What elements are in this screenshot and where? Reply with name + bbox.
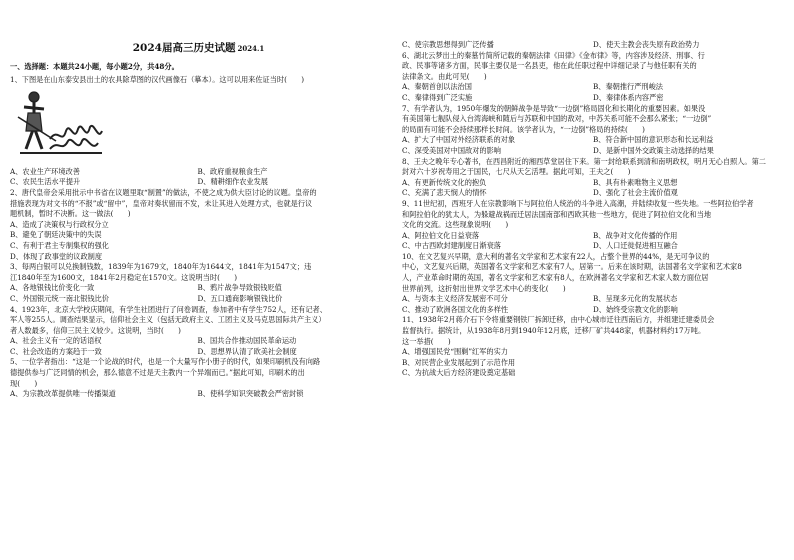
- q5-stem-line: 现( ): [10, 378, 38, 388]
- q10-option-b: B、呈现多元化的发展状态: [593, 294, 678, 304]
- q10-option-d: D、始终受宗教文化的影响: [593, 304, 678, 314]
- section-heading: 一、选择题：本题共24小题，每小题2分，共48分。: [10, 62, 179, 71]
- q6-stem-line: 6、湖北云梦出土的秦墓竹简所记载的秦朝法律《田律》《金布律》等，内容涉及经济、刑事、行: [402, 50, 705, 60]
- q1-option-b: B、政府重视粮食生产: [197, 166, 268, 176]
- q4-stem-line: 军人等255人。调查结果显示，信仰社会主义（包括无政府主义、工团主义及马克思国际共产主义）: [10, 315, 326, 325]
- q6-stem-line: 政、民事等诸多方面，民事主要仅是一名县吏，他在此任职过程中详细记录了与他任职有关的: [402, 61, 697, 71]
- q11-option-c: C、为抗战大后方经济建设奠定基础: [402, 368, 516, 378]
- exam-date: 2024.1: [237, 44, 265, 53]
- q8-stem-line: 封对六十岁祝寿用之于国民，七尺从天乞活埋。据此可知，王夫之( ): [402, 167, 631, 177]
- q5-option-d: D、使天主教会丧失原有政治势力: [593, 40, 700, 49]
- q1-option-d: D、精耕细作农业发展: [197, 177, 268, 187]
- q10-stem-line: 人，产业革命时期的英国，著名文学家和艺术家有8人，在欧洲著名文学家和艺术家人数方面位居: [402, 273, 709, 283]
- q10-stem-line: 10、在文艺复兴早期，意大利的著名文学家和艺术家有22人，占整个世界的44%，是无可争议的: [402, 251, 710, 261]
- q9-stem-line: 和阿拉伯化的犹太人，为躲避战祸而迁居法国南部和西欧其他一些地方，促进了阿拉伯文化和当地: [402, 209, 712, 219]
- left-column: [10, 62, 385, 400]
- q2-option-b: B、避免了朝廷决策中的失误: [10, 230, 102, 240]
- q4-option-d: D、思想界认清了欧美社会制度: [197, 346, 297, 356]
- q11-option-b: B、对民营企业发展起到了示范作用: [402, 357, 516, 367]
- q10-option-c: C、推动了欧洲各国文化的多样性: [402, 304, 509, 314]
- q10-stem-line: 世界前列，这折射出世界文学艺术中心的变化( ): [402, 283, 566, 293]
- q2-option-a: A、造成了决策权与行政权分立: [10, 219, 109, 229]
- q5-option-a: A、为宗教改革提供唯一传播渠道: [10, 389, 116, 399]
- q10-stem-line: 中心，文艺复兴后期，英国著名文学家和艺术家有7人，居第一。后来在该时期，法国著名文学家和艺术家8: [402, 262, 742, 272]
- q8-option-d: D、强化了社会主流价值观: [593, 188, 678, 198]
- q2-stem-line: 题机制，暂时不决断。这一做法( ): [10, 209, 131, 219]
- exam-title: [0, 40, 397, 55]
- q4-stem-line: 者人数最多，信仰三民主义较少。这说明，当时( ): [10, 325, 181, 335]
- q9-option-b: B、战争对文化传播的作用: [593, 230, 678, 240]
- q8-option-b: B、具有朴素唯物主义思想: [593, 177, 678, 187]
- q8-option-a: A、有更新传统文化的抱负: [402, 177, 487, 187]
- q2-option-d: D、体现了政事堂的议政制度: [10, 251, 103, 261]
- q1-option-c: C、农民生活水平提升: [10, 177, 81, 187]
- q5-stem-line: 德提供参与广泛同情的机会，那么德意不过是天主教内一个异端而已。”据此可知，印刷术的出: [10, 368, 305, 378]
- q1-stem: 1、下图是在山东泰安县出土的农具除草图的汉代画像石（摹本）。这可以用来佐证当时( ): [10, 74, 305, 84]
- q8-stem-line: 8、王夫之晚年专心著书，在西昌附近的湘西草堂居住下来。第一封给联系到清和南明政权，明月无心自照人。第二: [402, 156, 766, 166]
- q4-option-b: B、国共合作推动国民革命运动: [197, 336, 297, 346]
- q10-option-a: A、与资本主义经济发展密不可分: [402, 294, 508, 304]
- q3-option-b: B、鸦片战争导致银钱贬值: [197, 283, 282, 293]
- q7-option-c: C、深受美国对中国敌对的影响: [402, 145, 501, 155]
- q3-stem-line: 江1840年至为1600文，1841年2月稳定在1570文。这说明当时( ): [10, 272, 238, 282]
- q3-option-a: A、各地银钱比价变化一致: [10, 283, 95, 293]
- q4-option-c: C、社会改造的方案趋于一致: [10, 346, 102, 356]
- q3-option-d: D、五口通商影响银钱比价: [197, 293, 283, 303]
- q9-stem-line: 9、11世纪初，西班牙人在宗教影响下与阿拉伯人统治的斗争进入高潮，并陆续收复一些失地。一些阿拉伯学者: [402, 198, 754, 208]
- q7-option-d: D、是新中国外交政策主动选择的结果: [593, 145, 714, 155]
- q9-option-a: A、阿拉伯文化日益衰落: [402, 230, 480, 240]
- q4-option-a: A、社会主义有一定的话语权: [10, 336, 102, 346]
- q2-option-c: C、有利于君主专制集权的强化: [10, 240, 109, 250]
- q11-option-a: A、增强国民党“围剿”红军的实力: [402, 347, 508, 357]
- q6-option-b: B、秦朝推行严刑峻法: [593, 82, 663, 92]
- right-column: [402, 40, 784, 379]
- q7-stem-line: 的局面有可能不会持续那样长时间。该学者认为，“一边倒”格局的持续( ): [402, 124, 645, 134]
- farming-stone-relief-image: [10, 87, 105, 161]
- q7-option-a: A、扩大了中国对外经济联系的对象: [402, 135, 516, 145]
- title-text: 2024届高三历史试题: [132, 42, 236, 54]
- q7-stem-line: 7、有学者认为，1950年爆发的朝鲜战争是导致“一边倒”格局固化和长期化的重要因素。如果没: [402, 103, 706, 113]
- q3-option-c: C、外国银元统一南北银钱比价: [10, 293, 109, 303]
- q6-option-d: D、秦律体系内容严密: [593, 92, 664, 102]
- q2-stem-line: 2、唐代皇帝会采用批示中书省在议题里取“制置”的做法，不使之成为供大臣讨论的议题。皇帝的: [10, 187, 317, 197]
- q9-option-d: D、人口迁徙促进相互融合: [593, 241, 678, 251]
- q6-option-a: A、秦朝首创以法治国: [402, 82, 472, 92]
- q11-stem-line: 这一举措( ): [402, 336, 451, 346]
- q6-option-c: C、秦律得到广泛实施: [402, 92, 473, 102]
- q5-option-c: C、使宗教思想得到广泛传播: [402, 40, 494, 49]
- q4-stem-line: 4、1923年，北京大学校庆期间，有学生社团进行了问卷调查，参加者中有学生752人，还有记者、: [10, 304, 327, 314]
- q9-option-c: C、中古西欧封建制度日渐衰落: [402, 241, 501, 251]
- q7-stem-line: 有美国第七舰队侵入台湾海峡和随后与苏联和中国的敌对，中苏关系可能不会那么紧张；“一边倒”: [402, 114, 712, 124]
- q7-option-b: B、符合新中国的意识形态和长远利益: [593, 135, 714, 145]
- q1-option-a: A、农业生产环境改善: [10, 166, 80, 176]
- q5-stem-line: 5、一位学者指出：“这是一个论战的时代，也是一个大量写作小册子的时代，如果印刷机没有向路: [10, 357, 321, 367]
- q6-stem-line: 法律条文。由此可见( ): [402, 71, 487, 81]
- q9-stem-line: 文化的交流。这些现象说明( ): [402, 220, 509, 230]
- q5-option-b: B、使科学知识突破教会严密封锁: [197, 389, 304, 399]
- q2-stem-line: 措施表现为对文书的“不报”或“留中”，皇帝对奏状留而不发，未让其进入处理方式，也就是行议: [10, 198, 313, 208]
- q11-stem-line: 监督执行。据统计，从1938年8月到1940年12月底，迁移厂矿共448家，机器材料约17万吨。: [402, 326, 706, 336]
- q3-stem-line: 3、每两白银可以兑换制钱数，1839年为1679文，1840年为1644文，1841年为1547文；违: [10, 262, 312, 272]
- q8-option-c: C、充满了悲天悯人的情怀: [402, 188, 487, 198]
- q11-stem-line: 11、1938年2月蒋介石下令将重要钢铁厂拆卸迁移，由中心城市迁往西南后方，并组建迁建委员会: [402, 315, 715, 325]
